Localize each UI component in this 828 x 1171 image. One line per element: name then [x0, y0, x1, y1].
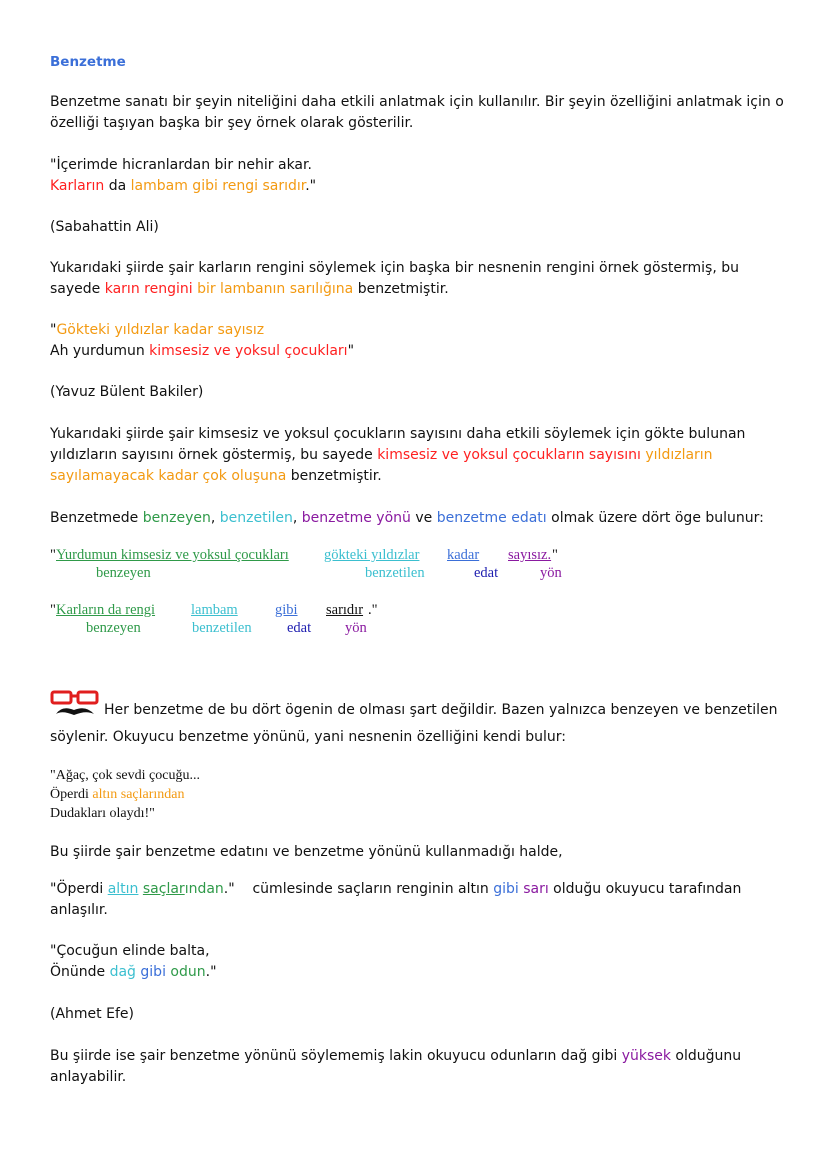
poem-2-line-1: "Gökteki yıldızlar kadar sayısız [50, 322, 265, 338]
table-1-label-benzetilen: benzetilen [365, 565, 425, 581]
glasses-mustache-icon [50, 690, 100, 727]
table-1-label-edat: edat [474, 565, 499, 581]
table-2-yon-text: sarıdır [326, 602, 364, 618]
explanation-4: Bu şiirde ise şair benzetme yönünü söylememiş lakin okuyucu odunların dağ gibi yüksek olduğunu anlayabilir. [50, 1048, 742, 1085]
author-4: (Ahmet Efe) [50, 1006, 134, 1022]
author-1: (Sabahattin Ali) [50, 219, 159, 235]
poem-2-line-2: Ah yurdumun kimsesiz ve yoksul çocukları" [50, 343, 355, 359]
poem-3 [50, 766, 790, 823]
table-1-benzetilen-text: gökteki yıldızlar [324, 547, 420, 563]
poem-3-line-3: Dudakları olaydı!" [50, 806, 155, 821]
table-1-label-yon: yön [540, 565, 562, 581]
table-1-yon-text: sayısız. [508, 547, 552, 563]
table-1-edat-text: kadar [447, 547, 480, 563]
table-2-label-benzetilen: benzetilen [192, 620, 252, 636]
example-table-2: " Karların da rengi lambam gibi sarıdır ." benzeyen benzetilen edat yön [50, 602, 378, 636]
poem-3-line-1: "Ağaç, çok sevdi çocuğu... [50, 768, 200, 783]
table-2-label-yon: yön [345, 620, 367, 636]
table-2-label-edat: edat [287, 620, 312, 636]
poem-1-line-1: "İçerimde hicranlardan bir nehir akar. [50, 157, 312, 173]
poem-4-line-1: "Çocuğun elinde balta, [50, 943, 210, 959]
table-2-benzeyen-text: Karların da rengi [56, 602, 156, 618]
table-2-benzetilen-text: lambam [191, 602, 238, 618]
table-2-label-benzeyen: benzeyen [86, 620, 141, 636]
intro-paragraph: Benzetme sanatı bir şeyin niteliğini daha etkili anlatmak için kullanılır. Bir şeyin özelliğini anlatmak için o özelliği taşıyan başka bir şey örnek olarak gösterilir. [50, 94, 784, 131]
note-paragraph: Her benzetme de bu dört ögenin de olması şart değildir. Bazen yalnızca benzeyen ve benzetilen söylenir. Okuyucu benzetme yönünü, yani nesnenin özelliğini kendi bulur: [50, 690, 790, 748]
explanation-1: Yukarıdaki şiirde şair karların rengini söylemek için başka bir nesnenin rengini örnek göstermiş, bu sayede karın rengini bir lambanın sarılığına benzetmiştir. [50, 260, 740, 297]
poem-2 [50, 320, 790, 362]
explanation-2: Yukarıdaki şiirde şair kimsesiz ve yoksul çocukların sayısını daha etkili söylemek için gökte bulunan yıldızların sayısını örnek göstermiş, bu sayede kimsesiz ve yoksul çocukların sayısını yıldızların sayılamayacak kadar çok oluşuna benzetmiştir. [50, 426, 746, 484]
table-2-edat-text: gibi [275, 602, 298, 618]
poem-1 [50, 155, 790, 197]
explanation-3: Bu şiirde şair benzetme edatını ve benzetme yönünü kullanmadığı halde, [50, 844, 563, 860]
elements-sentence: Benzetmede benzeyen, benzetilen, benzetme yönü ve benzetme edatı olmak üzere dört öge bulunur: [50, 510, 764, 526]
section-title: Benzetme [50, 54, 126, 70]
author-2: (Yavuz Bülent Bakiler) [50, 384, 204, 400]
table-1-label-benzeyen: benzeyen [96, 565, 151, 581]
poem-4 [50, 941, 790, 983]
example-table-1: " Yurdumun kimsesiz ve yoksul çocukları gökteki yıldızlar kadar sayısız. " benzeyen benzetilen edat yön [50, 547, 562, 581]
table-1-benzeyen-text: Yurdumun kimsesiz ve yoksul çocukları [56, 547, 289, 563]
poem-4-line-2: Önünde dağ gibi odun." [50, 964, 217, 980]
quote-3-sentence: "Öperdi altın saçlarından." cümlesinde saçların renginin altın gibi sarı olduğu okuyucu tarafından anlaşılır. [50, 881, 742, 918]
poem-3-line-2: Öperdi altın saçlarından [50, 787, 185, 802]
poem-1-line-2: Karların da lambam gibi rengi sarıdır." [50, 178, 317, 194]
